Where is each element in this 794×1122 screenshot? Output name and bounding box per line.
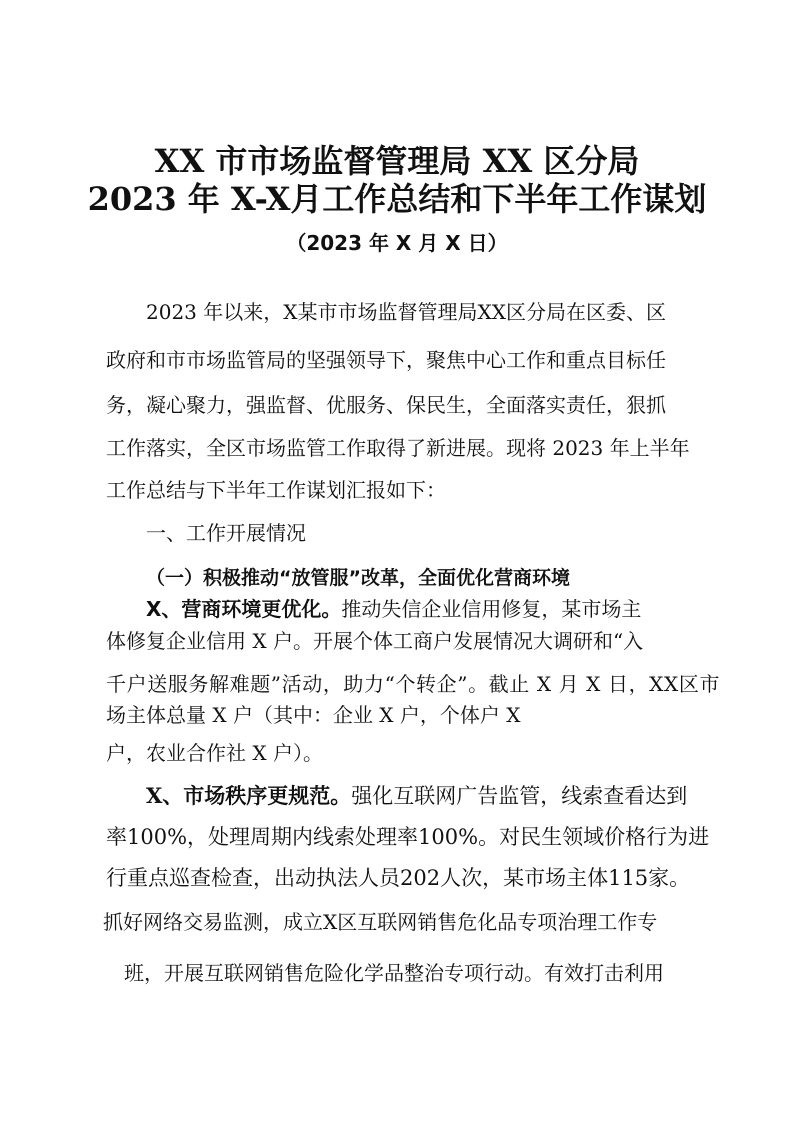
item2-line1-rest: 强化互联网广告监管，线索查看达到 <box>351 784 688 808</box>
item1-lead: X、营商环境更优化。 <box>146 597 342 621</box>
item1-line-4: 场主体总量 X 户（其中：企业 X 户，个体户 X <box>106 703 521 727</box>
item2-lead: X、市场秩序更规范。 <box>146 783 352 808</box>
subsection-heading: （一）积极推动“放管服”改革，全面优化营商环境 <box>146 567 570 589</box>
item2-line-2: 率100%，处理周期内线索处理率100%。对民生领域价格行为进 <box>106 825 710 849</box>
intro-line-1: 2023 年以来，X某市市场监督管理局XX区分局在区委、区 <box>146 300 666 324</box>
item1-line1-rest: 推动失信企业信用修复，某市场主 <box>341 597 642 621</box>
item1-line-3: 千户送服务解难题”活动，助力“个转企”。截止 X 月 X 日，XX区市 <box>106 672 721 696</box>
document-title-line-2: 2023 年 X-X月工作总结和下半年工作谋划 <box>87 180 707 218</box>
item1-line-2: 体修复企业信用 X 户。开展个体工商户发展情况大调研和“入 <box>106 629 644 653</box>
item2-line-4: 抓好网络交易监测，成立X区互联网销售危化品专项治理工作专 <box>103 910 658 934</box>
item1-first-line <box>146 597 641 621</box>
item2-first-line <box>146 784 687 808</box>
section-heading: 一、工作开展情况 <box>146 521 306 545</box>
intro-line-2: 政府和市市场监管局的坚强领导下，聚焦中心工作和重点目标任 <box>106 348 666 372</box>
document-title-line-1: XX 市市场监督管理局 XX 区分局 <box>154 142 640 180</box>
intro-line-3: 务，凝心聚力，强监督、优服务、保民生，全面落实责任，狠抓 <box>106 393 666 417</box>
item2-line-5: 班，开展互联网销售危险化学品整治专项行动。有效打击利用 <box>124 961 664 985</box>
item2-line-3: 行重点巡查检查，出动执法人员202人次，某市场主体115家。 <box>106 866 691 890</box>
item1-line-5: 户，农业合作社 X 户）。 <box>106 741 323 765</box>
intro-line-5: 工作总结与下半年工作谋划汇报如下： <box>106 478 446 502</box>
document-date: （2023 年 X 月 X 日） <box>286 231 508 255</box>
intro-line-4: 工作落实，全区市场监管工作取得了新进展。现将 2023 年上半年 <box>106 436 690 460</box>
